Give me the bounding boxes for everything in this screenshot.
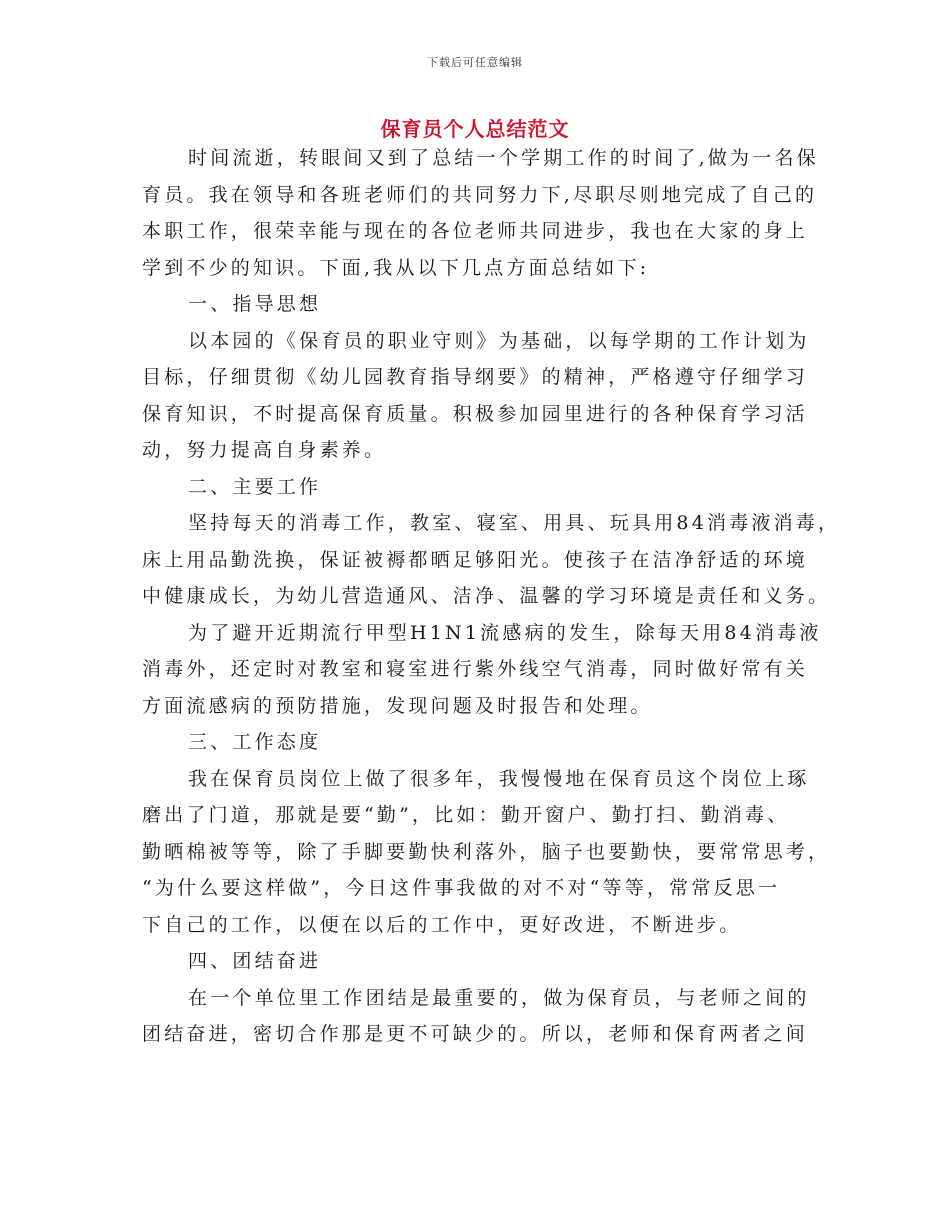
section-heading: 三、工作态度 <box>188 731 322 753</box>
text-line: 时间流逝，转眼间又到了总结一个学期工作的时间了,做为一名保 <box>188 147 819 169</box>
text-line: 消毒外，还定时对教室和寝室进行紫外线空气消毒，同时做好常有关 <box>142 658 809 680</box>
text-line: “为什么要这样做”，今日这件事我做的对不对“等等，常常反思一 <box>142 877 781 899</box>
header-note: 下载后可任意编辑 <box>427 56 523 69</box>
text-line: 团结奋进，密切合作那是更不可缺少的。所以，老师和保育两者之间 <box>142 1023 809 1045</box>
text-line: 坚持每天的消毒工作，教室、寝室、用具、玩具用84消毒液消毒， <box>188 512 841 534</box>
section-heading: 四、团结奋进 <box>188 950 322 972</box>
text-line: 为了避开近期流行甲型H1N1流感病的发生，除每天用84消毒液 <box>188 621 822 644</box>
text-line: 学到不少的知识。下面,我从以下几点方面总结如下: <box>142 256 650 279</box>
text-line: 以本园的《保育员的职业守则》为基础，以每学期的工作计划为 <box>188 329 810 352</box>
text-line: 在一个单位里工作团结是最重要的，做为保育员，与老师之间的 <box>188 986 810 1009</box>
section-heading: 一、指导思想 <box>188 293 322 315</box>
text-line: 磨出了门道，那就是要“勤”，比如：勤开窗户、勤打扫、勤消毒、 <box>142 804 790 826</box>
text-line: 本职工作，很荣幸能与现在的各位老师共同进步，我也在大家的身上 <box>142 220 809 242</box>
text-line: 育员。我在领导和各班老师们的共同努力下,尽职尽则地完成了自己的 <box>142 183 818 206</box>
text-line: 保育知识，不时提高保育质量。积极参加园里进行的各种保育学习活 <box>142 402 809 425</box>
text-line: 目标，仔细贯彻《幼儿园教育指导纲要》的精神，严格遵守仔细学习 <box>142 366 809 388</box>
text-line: 中健康成长，为幼儿营造通风、洁净、温馨的学习环境是责任和义务。 <box>142 585 831 607</box>
text-line: 勤晒棉被等等，除了手脚要勤快利落外，脑子也要勤快，要常常思考， <box>142 840 831 863</box>
document-title: 保育员个人总结范文 <box>380 117 570 141</box>
section-heading: 二、主要工作 <box>188 475 322 498</box>
text-line: 下自己的工作，以便在以后的工作中，更好改进，不断进步。 <box>142 913 742 936</box>
document-body <box>142 140 841 1053</box>
text-line: 我在保育员岗位上做了很多年，我慢慢地在保育员这个岗位上琢 <box>188 767 810 790</box>
text-line: 动，努力提高自身素养。 <box>142 439 387 461</box>
text-line: 方面流感病的预防措施，发现问题及时报告和处理。 <box>142 694 653 717</box>
text-line: 床上用品勤洗换，保证被褥都晒足够阳光。使孩子在洁净舒适的环境 <box>142 548 809 571</box>
